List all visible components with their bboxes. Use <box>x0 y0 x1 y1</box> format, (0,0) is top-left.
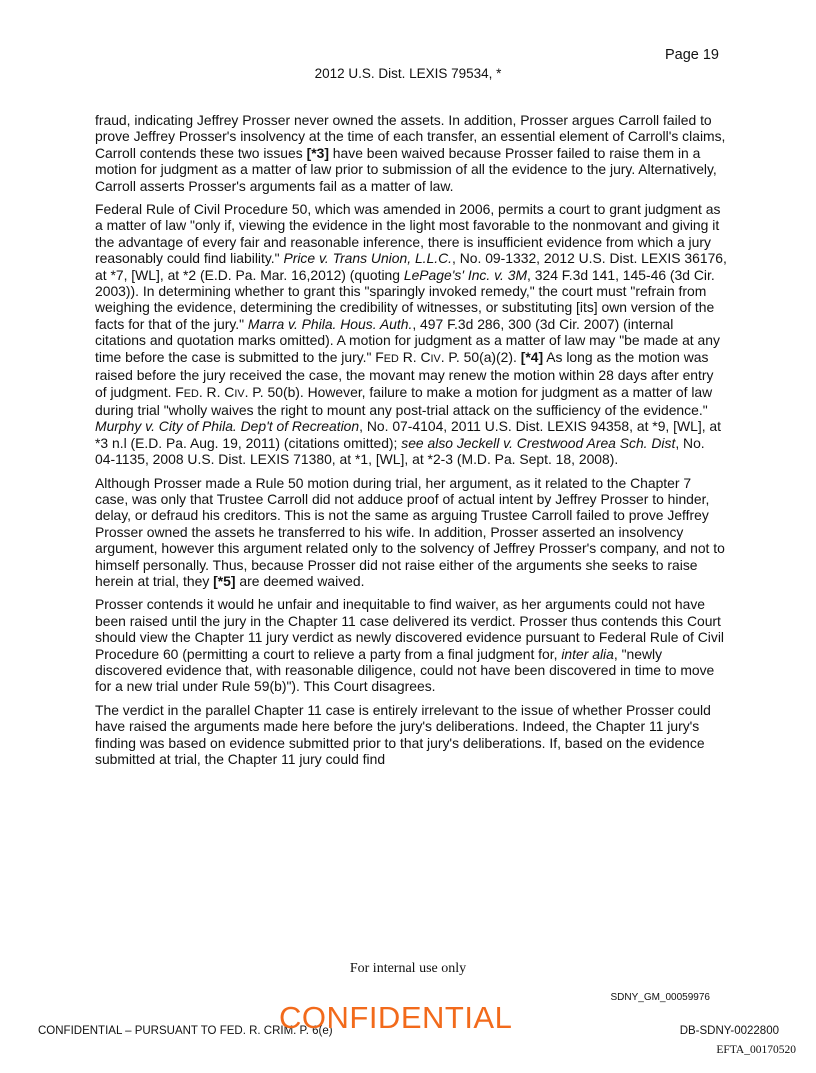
case-name-italic: Price v. Trans Union, L.L.C. <box>283 250 452 267</box>
case-name-italic: Marra v. Phila. Hous. Auth. <box>247 315 413 332</box>
bates-number-small: SDNY_GM_00059976 <box>610 992 710 1003</box>
text-run: , "newly discovered evidence that, with reasonable diligence, could not have been discovered in time to move for a new trial under Rule 59(b)"). This Court disagrees. <box>95 645 715 695</box>
small-caps-text: IV <box>430 352 441 365</box>
page-number: Page 19 <box>664 47 719 63</box>
text-run: Federal Rule of Civil Procedure 50, which was amended in 2006, permits a court to grant judgment as a matter of law "only if, viewing the evidence in the light most favorable to the nonmovant and giving it the advantage of every fair and reasonable inference, there is insufficient evidence from which a jury reasonably could find liability." <box>95 201 721 267</box>
case-name-italic: LePage's' Inc. v. 3M <box>403 266 528 283</box>
body-paragraph <box>95 201 727 468</box>
case-citation-header: 2012 U.S. Dist. LEXIS 79534, * <box>314 66 502 81</box>
confidential-notice: CONFIDENTIAL – PURSUANT TO FED. R. CRIM. P. 6(e) <box>38 1025 333 1037</box>
star-page-marker: [*5] <box>213 572 236 589</box>
text-run: The verdict in the parallel Chapter 11 case is entirely irrelevant to the issue of whether Prosser could have raised the arguments made here before the jury's deliberations. Indeed, the Chapter 11 jury's finding was based on evidence submitted prior to that jury's deliberations. If, based on the evidence submitted at trial, the Chapter 11 jury could find <box>95 701 711 768</box>
text-run: , 324 F.3d 141, 145-46 (3d Cir. 2003)). In determining whether to grant this "sparingly invoked remedy," the court must "refrain from weighing the evidence, determining the credibility of witnesses, or substituting [its] own version of the facts for that of the jury." <box>95 266 715 332</box>
text-run: . R. C <box>198 383 235 400</box>
text-run: , No. 09-1332, 2012 U.S. Dist. LEXIS 36176, at *7, [WL], at *2 (E.D. Pa. Mar. 16,2012) (quoting <box>95 250 727 283</box>
case-name-italic: Murphy v. City of Phila. Dep't of Recreation <box>95 418 360 435</box>
star-page-marker: [*4] <box>520 348 544 365</box>
body-paragraph <box>95 702 727 768</box>
confidential-stamp: CONFIDENTIAL <box>279 1000 513 1035</box>
text-run: Although Prosser made a Rule 50 motion during trial, her argument, as it related to the Chapter 7 case, was only that Trustee Carroll did not adduce proof of actual intent by Jeffrey Prosser to hinder, delay, or defraud his creditors. This is not the same as arguing Trustee Carroll failed to prove Jeffrey Prosser owned the assets he transferred to his wife. In addition, Prosser asserted an insolvency argument, however this argument related only to the solvency of Jeffrey Prosser's company, and not to himself personally. Thus, because Prosser did not raise either of the arguments she seeks to raise herein at trial, they <box>95 474 725 589</box>
text-run: have been waived because Prosser failed to raise them in a motion for judgment as a matter of law prior to submission of all the evidence to the jury. Alternatively, Carroll asserts Prosser's arguments fail as a matter of law. <box>95 144 717 194</box>
body-paragraph <box>95 112 727 194</box>
body-paragraph <box>95 475 727 590</box>
body-paragraph <box>95 596 727 694</box>
text-run: R. C <box>398 348 431 365</box>
text-run: , No. 04-1135, 2008 U.S. Dist. LEXIS 71380, at *1, [WL], at *2-3 (M.D. Pa. Sept. 18, 2008). <box>95 434 705 468</box>
text-run: . P. 50(b). However, failure to make a motion for judgment as a matter of law during trial "wholly waives the right to mount any post-trial attack on the sufficiency of the evidence." <box>95 383 713 418</box>
text-run: are deemed waived. <box>235 572 365 589</box>
star-page-marker: [*3] <box>306 144 329 161</box>
opinion-body <box>95 112 727 774</box>
small-caps-text: IV <box>234 387 245 400</box>
internal-use-notice: For internal use only <box>349 961 467 976</box>
text-run: . P. 50(a)(2). <box>440 348 521 365</box>
text-run: fraud, indicating Jeffrey Prosser never owned the assets. In addition, Prosser argues Carroll failed to prove Jeffrey Prosser's insolvency at the time of each transfer, an essential element of Carroll's claims, Carroll contends these two issues <box>95 112 726 161</box>
small-caps-text: ED <box>183 387 199 400</box>
small-caps-text: ED <box>383 352 399 365</box>
text-run: , 497 F.3d 286, 300 (3d Cir. 2007) (internal citations and quotation marks omitted). A motion for judgment as a matter of law may "be made at any time before the case is submitted to the jury." F <box>95 315 720 365</box>
case-name-italic: inter alia <box>561 645 614 662</box>
efta-number: EFTA_00170520 <box>716 1044 796 1056</box>
text-run: As long as the motion was raised before the jury received the case, the movant may renew the motion within 28 days after entry of judgment. F <box>95 348 714 400</box>
bates-number: DB-SDNY-0022800 <box>679 1025 779 1037</box>
text-run: , No. 07-4104, 2011 U.S. Dist. LEXIS 94358, at *9, [WL], at *3 n.l (E.D. Pa. Aug. 19, 2011) (citations omitted); <box>95 418 721 451</box>
text-run: Prosser contends it would he unfair and inequitable to find waiver, as her arguments could not have been raised until the jury in the Chapter 11 case delivered its verdict. Prosser thus contends this Court should view the Chapter 11 jury verdict as newly discovered evidence pursuant to Federal Rule of Civil Procedure 60 (permitting a court to relieve a party from a final judgment for, <box>95 596 724 662</box>
case-name-italic: see also Jeckell v. Crestwood Area Sch. Dist <box>401 434 676 451</box>
